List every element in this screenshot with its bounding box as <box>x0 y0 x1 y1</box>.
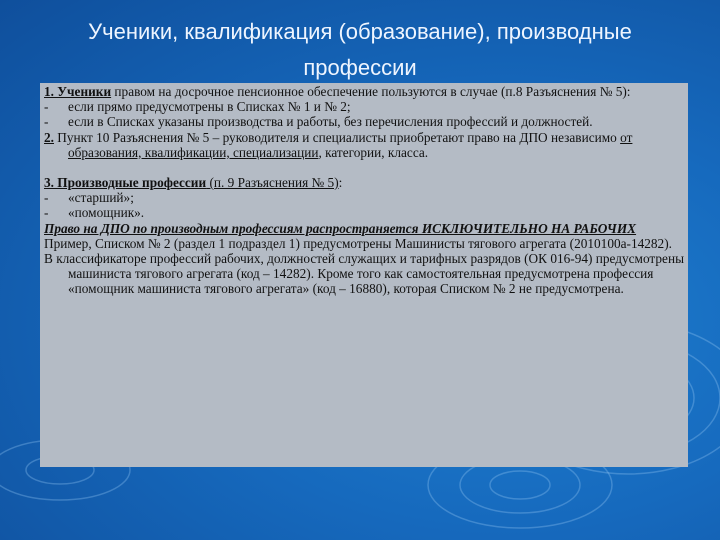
dash-marker: - <box>44 190 49 206</box>
list-item <box>44 114 684 129</box>
list-item <box>44 190 684 205</box>
dash-marker: - <box>44 99 49 115</box>
paragraph-2-underlined: от образования, квалификации, специализации <box>68 129 633 160</box>
paragraph-2-text-b: , категории, класса. <box>318 144 429 160</box>
list-item-text: «старший»; <box>68 190 134 206</box>
slide-title: Ученики, квалификация (образование), производные профессии <box>88 19 632 80</box>
content-panel <box>40 83 688 467</box>
content-body <box>40 83 688 297</box>
paragraph-2-number: 2. <box>44 129 54 145</box>
paragraph-1-heading: 1. Ученики <box>44 84 112 99</box>
list-item-text: «помощник». <box>68 205 145 221</box>
list-item-text: если прямо предусмотрены в Списках № 1 и № 2; <box>68 99 351 115</box>
paragraph-3 <box>44 175 684 190</box>
paragraph-3-reference: (п. 9 Разъяснения № 5) <box>206 175 339 191</box>
paragraph-3-heading: 3. Производные профессии <box>44 175 207 191</box>
list-item <box>44 205 684 220</box>
dpo-note <box>44 221 684 236</box>
dpo-note-text: Право на ДПО по производным профессиям распространяется ИСКЛЮЧИТЕЛЬНО НА РАБОЧИХ <box>44 220 637 236</box>
paragraph-2 <box>44 130 684 160</box>
spacer <box>44 160 684 175</box>
classifier-paragraph: В классификаторе профессий рабочих, должностей служащих и тарифных разрядов (ОК 016-94) предусмотрены машиниста тягового агрегата (код – 14282). Кроме того как самостоятельная предусмотрена профессия «помощник машиниста тягового агрегата» (код – 16880), которая Списком № 2 не предусмотрена. <box>44 251 685 297</box>
example-paragraph: Пример, Списком № 2 (раздел 1 подраздел 1) предусмотрены Машинисты тягового агрегата (2010100а-14282). <box>44 235 672 251</box>
paragraph-1-text: правом на досрочное пенсионное обеспечение пользуются в случае (п.8 Разъяснения № 5): <box>111 84 631 99</box>
paragraph-3-colon: : <box>338 175 343 191</box>
dash-marker: - <box>44 205 49 221</box>
paragraph-2-text-a: Пункт 10 Разъяснения № 5 – руководителя и специалисты приобретают право на ДПО независимо <box>53 129 621 145</box>
list-item-text: если в Списках указаны производства и работы, без перечисления профессий и должностей. <box>68 114 593 130</box>
paragraph-1 <box>44 84 684 99</box>
list-item <box>44 99 684 114</box>
dash-marker: - <box>44 114 49 130</box>
